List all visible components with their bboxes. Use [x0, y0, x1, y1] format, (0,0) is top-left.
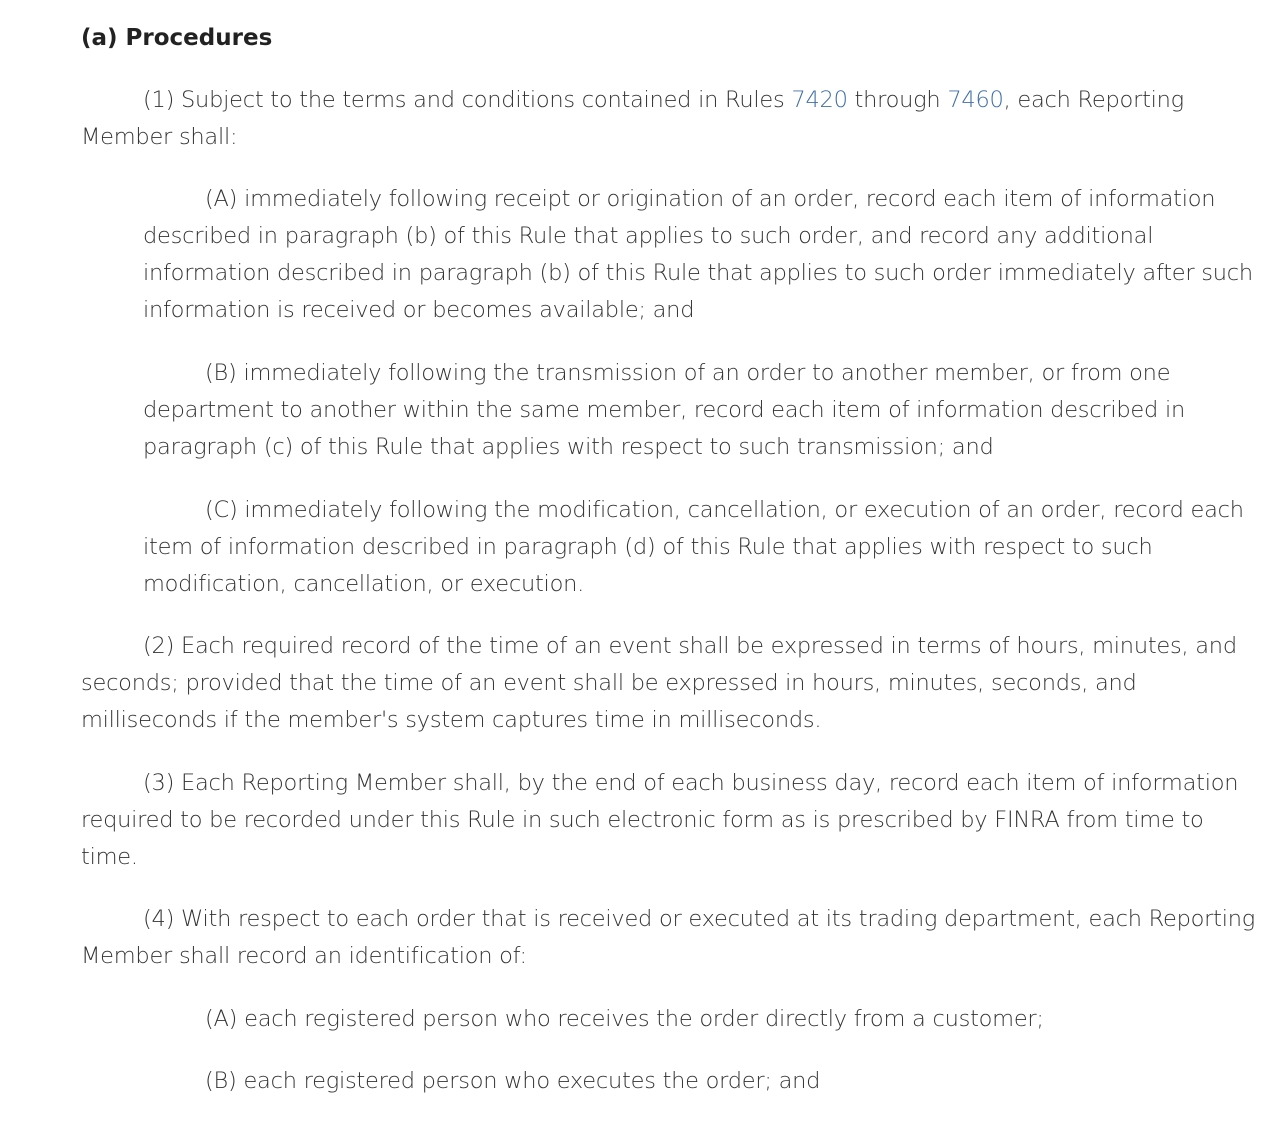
- paragraph-line: (B) each registered person who executes the order; and: [205, 1068, 821, 1094]
- paragraph-line: paragraph (c) of this Rule that applies with respect to such transmission; and: [143, 434, 994, 460]
- paragraph-line: department to another within the same member, record each item of information described in: [143, 397, 1185, 423]
- paragraph-4-b: [143, 1063, 820, 1100]
- paragraph-4-a: [143, 1001, 1044, 1038]
- paragraph-line: (3) Each Reporting Member shall, by the end of each business day, record each item of information: [143, 770, 1239, 796]
- paragraph-line: (B) immediately following the transmission of an order to another member, or from one: [205, 360, 1171, 386]
- paragraph-1-b: [143, 355, 1185, 466]
- paragraph-line: modification, cancellation, or execution.: [143, 571, 584, 597]
- paragraph-line: (A) each registered person who receives the order directly from a customer;: [205, 1006, 1044, 1032]
- rule-7420-link[interactable]: 7420: [791, 87, 848, 113]
- paragraph-line: required to be recorded under this Rule in such electronic form as is prescribed by FINRA from time to: [81, 807, 1204, 833]
- paragraph-1-c: [143, 492, 1244, 603]
- paragraph-1-line-2: Member shall:: [81, 124, 238, 150]
- paragraph-1: [81, 82, 1184, 156]
- paragraph-line: seconds; provided that the time of an event shall be expressed in hours, minutes, seconds, and: [81, 670, 1137, 696]
- section-heading: (a) Procedures: [81, 25, 273, 51]
- paragraph-line: Member shall record an identification of:: [81, 943, 527, 969]
- paragraph-line: information described in paragraph (b) of this Rule that applies to such order immediately after such: [143, 260, 1253, 286]
- paragraph-line: (C) immediately following the modification, cancellation, or execution of an order, record each: [205, 497, 1244, 523]
- paragraph-line: (4) With respect to each order that is received or executed at its trading department, each Reporting: [143, 906, 1255, 932]
- paragraph-4: [81, 901, 1255, 975]
- rule-7460-link[interactable]: 7460: [947, 87, 1004, 113]
- paragraph-line: (2) Each required record of the time of an event shall be expressed in terms of hours, minutes, and: [143, 633, 1237, 659]
- paragraph-line: information is received or becomes available; and: [143, 297, 695, 323]
- paragraph-line: milliseconds if the member's system captures time in milliseconds.: [81, 707, 822, 733]
- paragraph-1-line-1: (1) Subject to the terms and conditions contained in Rules 7420 through 7460, each Reporting: [143, 87, 1184, 113]
- paragraph-line: (A) immediately following receipt or origination of an order, record each item of information: [205, 186, 1216, 212]
- paragraph-line: item of information described in paragraph (d) of this Rule that applies with respect to such: [143, 534, 1153, 560]
- paragraph-line: described in paragraph (b) of this Rule that applies to such order, and record any additional: [143, 223, 1154, 249]
- paragraph-2: [81, 628, 1237, 739]
- paragraph-3: [81, 765, 1238, 876]
- paragraph-line: time.: [81, 844, 138, 870]
- paragraph-1-a: [143, 181, 1253, 329]
